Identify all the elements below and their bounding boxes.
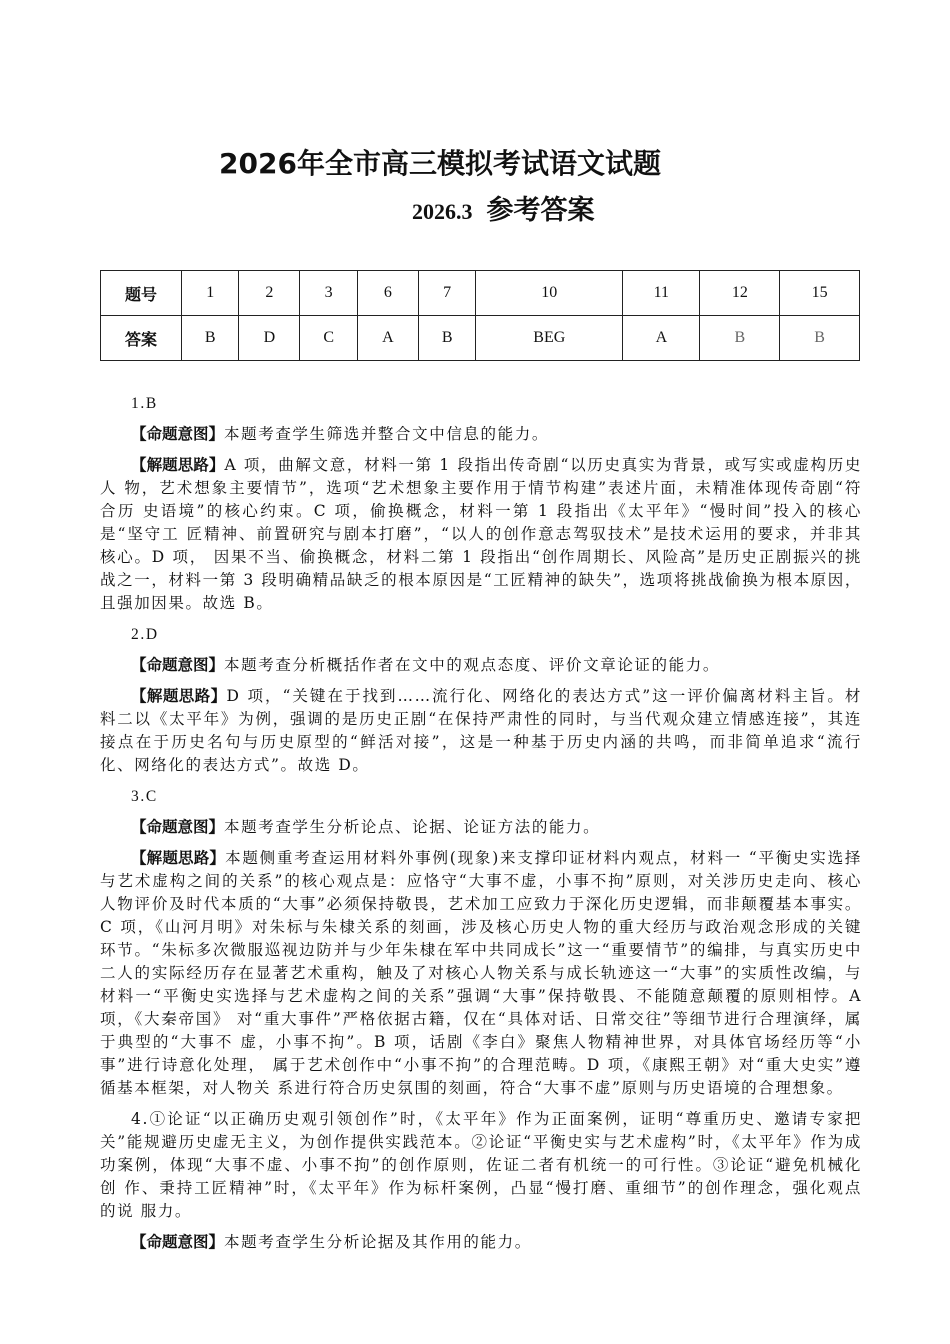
intent-paragraph bbox=[100, 1231, 862, 1254]
table-cell: B bbox=[700, 316, 780, 361]
intent-paragraph bbox=[100, 423, 862, 446]
analysis-label: 【解题思路】 bbox=[131, 849, 226, 867]
table-cell: BEG bbox=[476, 316, 623, 361]
intent-text: 本题考查学生筛选并整合文中信息的能力。 bbox=[224, 425, 549, 443]
intent-label: 【命题意图】 bbox=[131, 818, 225, 836]
analysis-text: A 项，曲解文意，材料一第 1 段指出传奇剧“以历史真实为背景，或写实或虚构历史人 物，艺术想象主要情节”，选项“艺术想象主要作用于情节构建”表述片面，未精准体现传奇剧“符合历 史语境”的核心约束。C 项，偷换概念，材料一第 1 段指出《太平年》“慢时间”投入的核心是“坚守工 匠精神、前置研究与剧本打磨”，“以人的创作意志驾驭技术”是技术运用的要求，并非其核心。D 项， 因果不当、偷换概念，材料二第 1 段指出“创作周期长、风险高”是历史正剧振兴的挑战之一，材料一第 3 段明确精品缺乏的根本原因是“工匠精神的缺失”，选项将挑战偷换为根本原因，且强加因果。故选 B。 bbox=[100, 456, 862, 612]
document-subtitle bbox=[412, 188, 595, 227]
table-cell: D bbox=[239, 316, 300, 361]
analysis-label: 【解题思路】 bbox=[131, 456, 225, 474]
table-cell: 15 bbox=[780, 271, 860, 316]
table-cell: 2 bbox=[239, 271, 300, 316]
question-heading: 2.D bbox=[131, 626, 159, 643]
table-cell: A bbox=[357, 316, 418, 361]
table-row-numbers bbox=[101, 271, 860, 316]
table-cell: B bbox=[182, 316, 239, 361]
analysis-label: 【解题思路】 bbox=[131, 687, 227, 705]
analysis-paragraph bbox=[100, 847, 862, 1100]
intent-label: 【命题意图】 bbox=[131, 656, 225, 674]
answer-explanations bbox=[100, 392, 862, 1262]
exam-date: 2026.3 bbox=[412, 199, 473, 224]
intent-text: 本题考查学生分析论点、论据、论证方法的能力。 bbox=[224, 818, 601, 836]
table-cell: 12 bbox=[700, 271, 780, 316]
answer-table bbox=[100, 270, 860, 361]
analysis-text: 本题侧重考查运用材料外事例(现象)来支撑印证材料内观点，材料一 “平衡史实选择与艺术虚构之间的关系”的核心观点是：应恪守“大事不虚，小事不拘”原则，对关涉历史走向、核心人物评价及时代本质的“大事”必须保持敬畏，艺术加工应致力于深化历史逻辑，而非颠覆基本事实。C 项，《山河月明》对朱标与朱棣关系的刻画，涉及核心历史人物的重大经历与政治观念形成的关键环节。“朱标多次微服巡视边防并与少年朱棣在军中共同成长”这一“重要情节”的编排，与真实历史中二人的实际经历存在显著艺术重构，触及了对核心人物关系与成长轨迹这一“大事”的实质性改编，与材料一“平衡史实选择与艺术虚构之间的关系”强调“大事”保持敬畏、不能随意颠覆的原则相悖。A 项，《大秦帝国》 对“重大事件”严格依据古籍，仅在“具体对话、日常交往”等细节进行合理演绎，属于典型的“大事不 虚，小事不拘”。B 项，话剧《李白》聚焦人物精神世界，对具体官场经历等“小事”进行诗意化处理， 属于艺术创作中“小事不拘”的合理范畴。D 项，《康熙王朝》对“重大史实”遵循基本框架，对人物关 系进行符合历史氛围的刻画，符合“大事不虚”原则与历史语境的合理想象。 bbox=[100, 849, 862, 1097]
table-cell: 10 bbox=[476, 271, 623, 316]
intent-text: 本题考查学生分析论据及其作用的能力。 bbox=[224, 1233, 532, 1251]
analysis-paragraph bbox=[100, 685, 862, 777]
analysis-text: D 项，“关键在于找到……流行化、网络化的表达方式”这一评价偏离材料主旨。材料二以《太平年》为例，强调的是历史正剧“在保持严肃性的同时，与当代观众建立情感连接”，其连接点在于历史名句与历史原型的“鲜活对接”，这是一种基于历史内涵的共鸣，而非简单追求“流行化、网络化的表达方式”。故选 D。 bbox=[100, 687, 862, 774]
table-row-answers bbox=[101, 316, 860, 361]
table-cell: C bbox=[300, 316, 357, 361]
row-label: 题号 bbox=[101, 271, 182, 316]
q4-answer: 4.①论证“以正确历史观引领创作”时，《太平年》作为正面案例，证明“尊重历史、邀请专家把 关”能规避历史虚无主义，为创作提供实践范本。②论证“平衡史实与艺术虚构”时，《太平年》作为成 功案例，体现“大事不虚、小事不拘”的创作原则，佐证二者有机统一的可行性。③论证“避免机械化创 作、秉持工匠精神”时，《太平年》作为标杆案例，凸显“慢打磨、重细节”的创作理念，强化观点的说 服力。 bbox=[100, 1110, 862, 1220]
table-cell: 7 bbox=[418, 271, 475, 316]
row-label: 答案 bbox=[101, 316, 182, 361]
table-cell: 1 bbox=[182, 271, 239, 316]
analysis-paragraph bbox=[100, 454, 862, 615]
intent-label: 【命题意图】 bbox=[131, 425, 225, 443]
table-cell: 3 bbox=[300, 271, 357, 316]
document-title: 2026年全市高三模拟考试语文试题 bbox=[219, 147, 661, 180]
table-cell: B bbox=[780, 316, 860, 361]
table-cell: B bbox=[418, 316, 475, 361]
table-cell: A bbox=[623, 316, 700, 361]
intent-text: 本题考查分析概括作者在文中的观点态度、评价文章论证的能力。 bbox=[224, 656, 720, 674]
table-cell: 6 bbox=[357, 271, 418, 316]
table-cell: 11 bbox=[623, 271, 700, 316]
intent-label: 【命题意图】 bbox=[131, 1233, 225, 1251]
subtitle-text: 参考答案 bbox=[486, 195, 595, 226]
intent-paragraph bbox=[100, 816, 862, 839]
question-heading: 3.C bbox=[131, 788, 158, 805]
intent-paragraph bbox=[100, 654, 862, 677]
question-heading: 1.B bbox=[131, 395, 158, 412]
